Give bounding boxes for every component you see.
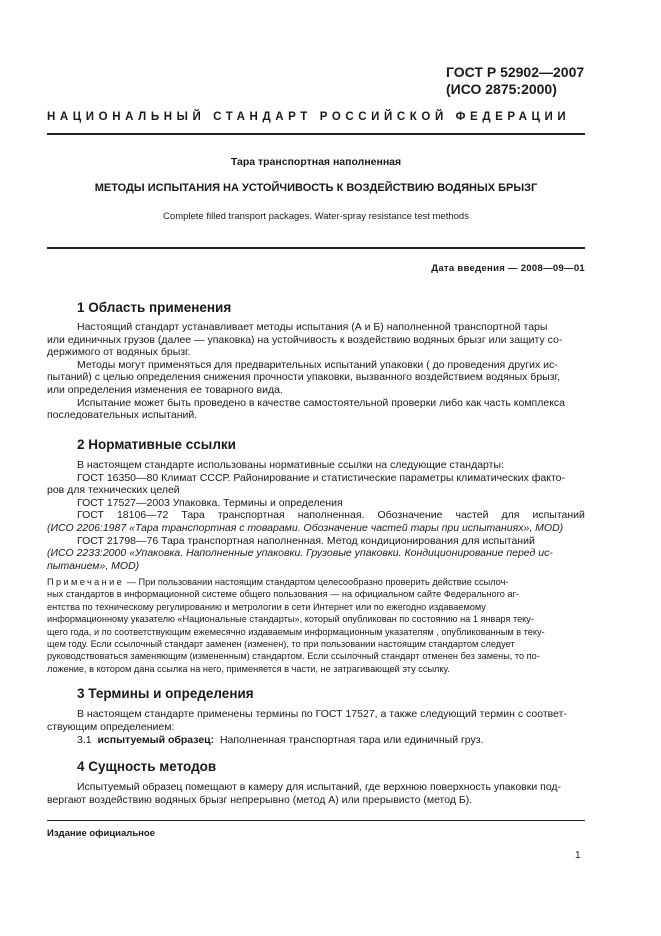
section-2-text [47,459,585,572]
national-standard-banner: НАЦИОНАЛЬНЫЙ СТАНДАРТ РОССИЙСКОЙ ФЕДЕРАЦИИ [47,111,571,123]
note-line: информационному указателю «Национальные стандарты», который опубликован по состоянию на 1 января теку- [47,614,534,625]
note-line: щем году. Если ссылочный стандарт заменен (изменен), то при пользовании настоящим стандартом следует [47,639,515,650]
paragraph-line: ров для технических целей [47,484,180,497]
paragraph-line: В настоящем стандарте применены термины по ГОСТ 17527, а также следующий термин с соответ- [77,708,567,720]
introduction-date: Дата введения — 2008—09—01 [431,263,585,274]
document-title: МЕТОДЫ ИСПЫТАНИЯ НА УСТОЙЧИВОСТЬ К ВОЗДЕЙСТВИЮ ВОДЯНЫХ БРЫЗГ [94,182,538,194]
paragraph-line: пытаний) с целью определения снижения прочности упаковки, вызванного воздействием водяных брызг, [47,371,560,384]
paragraph-line: В настоящем стандарте использованы нормативные ссылки на следующие стандарты: [77,459,504,471]
section-4-text [47,781,585,806]
section-3-heading: 3 Термины и определения [77,686,254,701]
note-line: щего года, и по соответствующим ежемесячно издаваемым информационным указателям , опубликованным в теку- [47,626,545,637]
section-1-heading: 1 Область применения [77,300,232,315]
paragraph-line: Настоящий стандарт устанавливает методы испытания (А и Б) наполненной транспортной тары [77,321,548,333]
footer-rule [47,820,585,821]
term: испытуемый образец: [97,734,215,747]
definition: Наполненная транспортная тара или единичный груз. [219,734,484,747]
reference-gost-16350: ГОСТ 16350—80 Климат СССР. Районирование и статистические параметры климатических факто- [77,471,565,484]
note-line: ных стандартов в информационной системе общего пользования — на официальном сайте Федерального аг- [47,589,519,600]
paragraph-line: держимого от водяных брызг. [47,346,191,359]
header-rule [47,133,585,135]
section-3-text [47,708,585,747]
term-number: 3.1 [77,734,92,747]
paragraph-line: ствующим определением: [47,720,175,733]
iso-number: (ИСО 2875:2000) [446,81,557,97]
reference-gost-21798: ГОСТ 21798—76 Тара транспортная наполненная. Метод кондиционирования для испытаний [77,534,535,547]
paragraph-line: пытанием», MOD) [47,559,140,572]
gost-number: ГОСТ Р 52902—2007 [446,64,585,80]
edition-label: Издание официальное [47,828,155,839]
note-line: ентства по техническому регулированию и метрологии в сети Интернет или по ежегодно издаваемому [47,601,486,612]
section-1-text [47,321,585,422]
note-line: Примечание — При пользовании настоящим стандартом целесообразно проверить действие ссылоч- [47,577,509,587]
term-definition [47,734,585,747]
document-subtitle: Тара транспортная наполненная [230,156,402,168]
paragraph-line: (ИСО 2206:1987 «Тара транспортная с товарами. Обозначение частей тары при испытаниях», MOD) [47,521,564,534]
section-2-note [47,576,585,675]
reference-gost-18106: ГОСТ 18106—72 Тара транспортная наполненная. Обозначение частей для испытаний [77,509,585,522]
paragraph-line: вергают воздействию водяных брызг непрерывно (метод А) или прерывисто (метод Б). [47,793,473,806]
standard-designation [446,64,584,98]
english-title: Complete filled transport packages. Water-spray resistance test methods [163,211,469,222]
title-rule [47,247,585,249]
paragraph-line: Испытуемый образец помещают в камеру для испытаний, где верхнюю поверхность упаковки под- [77,781,562,793]
page-number: 1 [575,850,581,861]
note-label: Примечание [47,577,125,587]
section-4-heading: 4 Сущность методов [77,759,217,774]
paragraph-line: последовательных испытаний. [47,409,198,422]
section-2-heading: 2 Нормативные ссылки [77,437,236,452]
reference-gost-17527: ГОСТ 17527—2003 Упаковка. Термины и определения [77,496,343,509]
paragraph-line: Испытание может быть проведено в качестве самостоятельной проверки либо как часть комплекса [77,396,566,409]
note-line: руководствоваться заменяющим (измененным) стандартом. Если ссылочный стандарт отменен без замены, то по- [47,651,540,662]
paragraph-line: или единичных грузов (далее — упаковка) на устойчивость к воздействию водяных брызг или защиту со- [47,333,563,346]
paragraph-line: (ИСО 2233:2000 «Упаковка. Наполненные упаковки. Грузовые упаковки. Кондиционирование перед ис- [47,547,553,560]
note-line: ложение, в котором дана ссылка на него, применяется в части, не затрагивающей эту ссылку. [47,663,450,674]
paragraph-line: Методы могут применяться для предварительных испытаний упаковки ( до проведения других ис- [77,358,558,371]
paragraph-line: или определения изменения ее товарного вида. [47,383,283,396]
